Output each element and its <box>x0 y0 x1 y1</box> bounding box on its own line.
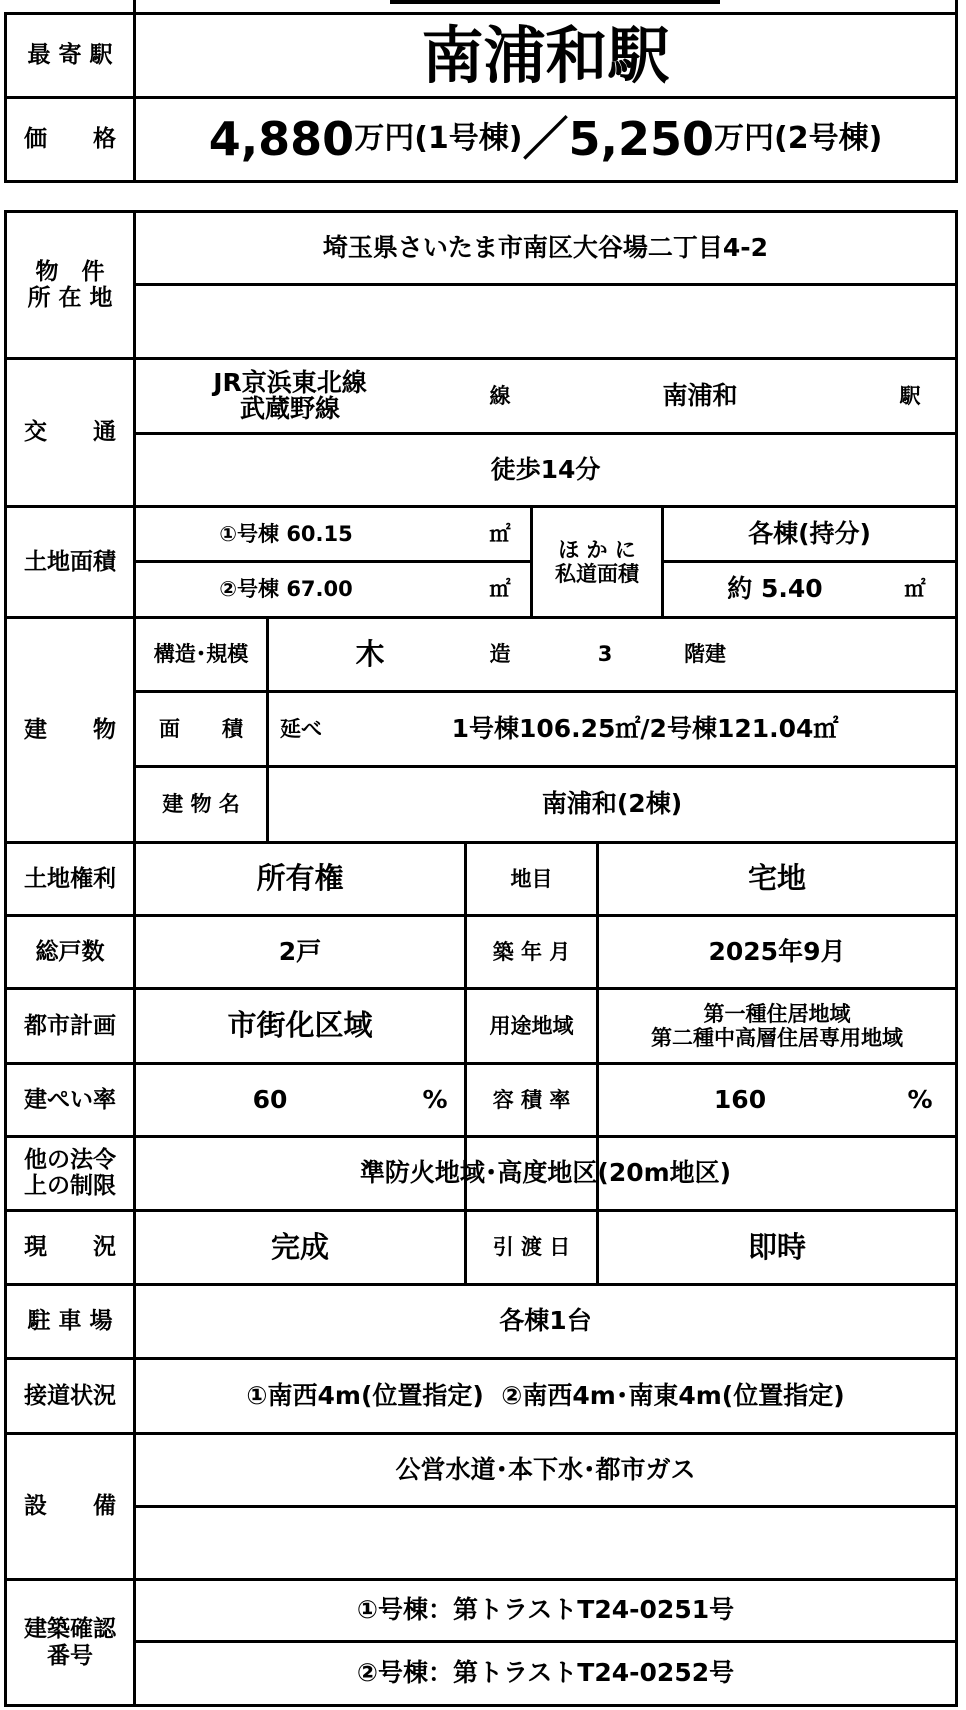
structure-label: 構造･規模 <box>153 642 249 667</box>
price-separator: ／ <box>522 112 569 167</box>
nearest-station-label: 最 寄 駅 <box>27 42 113 69</box>
divider <box>4 1704 958 1707</box>
private-road-area: 約 5.40 <box>727 574 823 604</box>
private-road-label-line1: ほ か に <box>558 537 636 562</box>
price-building1-unit: 万円(1号棟) <box>354 121 523 157</box>
structure-suffix: 造 <box>489 642 511 667</box>
facilities-extra-value <box>136 1508 955 1578</box>
land-area-label: 土地面積 <box>24 548 116 575</box>
address-value: 埼玉県さいたま市南区大谷場二丁目4-2 <box>322 232 769 262</box>
area-value: 1号棟106.25㎡/2号棟121.04㎡ <box>451 713 839 743</box>
status-value: 完成 <box>270 1229 329 1264</box>
private-road-share: 各棟(持分) <box>748 518 871 548</box>
land-area-building2: ②号棟 67.00 <box>219 577 353 602</box>
far-unit: % <box>907 1084 933 1114</box>
divider <box>4 180 958 183</box>
private-road-label-line2: 私道面積 <box>555 562 639 586</box>
other-restrictions-label-line1: 他の法令 <box>24 1147 116 1174</box>
handover-label: 引 渡 日 <box>492 1235 571 1260</box>
price-building2-amount: 5,250 <box>568 112 715 167</box>
land-category-label: 地目 <box>510 866 553 891</box>
road-access-label: 接道状況 <box>24 1382 116 1409</box>
handover-value: 即時 <box>747 1229 806 1264</box>
price-label: 価 格 <box>24 126 116 153</box>
built-label: 築 年 月 <box>492 939 571 964</box>
divider <box>955 0 958 183</box>
private-road-unit: ㎡ <box>904 577 926 602</box>
price-value <box>136 99 955 180</box>
location-label-line2: 所 在 地 <box>27 285 113 311</box>
permit-label <box>7 1581 133 1704</box>
area-label: 面 積 <box>159 716 243 741</box>
coverage-unit: % <box>422 1084 448 1114</box>
built-value: 2025年9月 <box>708 936 846 966</box>
location-label <box>7 213 133 357</box>
walk-time: 徒歩14分 <box>490 454 601 484</box>
permit-label-line1: 建築確認 <box>24 1616 116 1643</box>
location-label-line1: 物 件 <box>35 258 105 285</box>
cropped-heading-fragment <box>390 0 720 4</box>
floors: 3 <box>597 642 613 667</box>
building-label: 建 物 <box>24 716 116 743</box>
station-value: 南浦和 <box>662 380 738 410</box>
permit-label-line2: 番号 <box>47 1642 93 1669</box>
far-label: 容 積 率 <box>492 1087 571 1112</box>
status-label: 現 況 <box>24 1234 116 1261</box>
divider <box>133 0 136 12</box>
area-prefix: 延べ <box>280 716 322 741</box>
other-restrictions-label-line2: 上の制限 <box>24 1172 116 1199</box>
address-extra-value <box>136 286 955 357</box>
price-building1-amount: 4,880 <box>208 112 355 167</box>
coverage-value: 60 <box>252 1084 288 1114</box>
parking-value: 各棟1台 <box>499 1306 592 1336</box>
train-line-2: 武蔵野線 <box>239 394 340 423</box>
units-label: 総戸数 <box>35 938 105 965</box>
building-name-label: 建 物 名 <box>162 792 240 817</box>
land-area-building1: ①号棟 60.15 <box>219 521 353 546</box>
private-road-label <box>533 508 661 616</box>
land-category-value: 宅地 <box>747 861 806 896</box>
land-rights-value: 所有権 <box>256 861 344 896</box>
transportation-label: 交 通 <box>24 419 116 446</box>
parking-label: 駐 車 場 <box>27 1308 113 1335</box>
facilities-label: 設 備 <box>24 1493 116 1520</box>
price-building2-unit: 万円(2号棟) <box>714 121 883 157</box>
land-area-unit-1: ㎡ <box>489 521 511 546</box>
permit-building2: ②号棟：第トラストT24-0252号 <box>356 1658 735 1688</box>
train-lines <box>160 360 420 432</box>
coverage-label: 建ぺい率 <box>24 1086 116 1113</box>
zoning-line1: 第一種住居地域 <box>703 1001 851 1026</box>
land-area-unit-2: ㎡ <box>489 577 511 602</box>
building-name-value: 南浦和(2棟) <box>541 789 683 819</box>
zoning-value <box>599 990 955 1062</box>
train-line-1: JR京浜東北線 <box>213 367 367 397</box>
facilities-value: 公営水道･本下水･都市ガス <box>395 1454 696 1484</box>
other-restrictions-label <box>7 1138 133 1209</box>
floors-suffix: 階建 <box>684 642 726 667</box>
structure-material: 木 <box>355 636 385 671</box>
other-restrictions-value: 準防火地域･高度地区(20m地区) <box>359 1158 732 1188</box>
land-rights-label: 土地権利 <box>24 865 116 892</box>
city-planning-label: 都市計画 <box>24 1012 116 1039</box>
station-suffix: 駅 <box>899 383 921 408</box>
units-value: 2戸 <box>278 936 322 966</box>
far-value: 160 <box>713 1084 767 1114</box>
line-suffix: 線 <box>489 383 511 408</box>
zoning-label: 用途地域 <box>489 1013 574 1038</box>
permit-building1: ①号棟：第トラストT24-0251号 <box>356 1595 735 1625</box>
city-planning-value: 市街化区域 <box>227 1008 373 1043</box>
nearest-station-value: 南浦和駅 <box>421 18 670 92</box>
road-access-value: ①南西4m(位置指定) ②南西4m･南東4m(位置指定) <box>246 1380 845 1410</box>
zoning-line2: 第二種中高層住居専用地域 <box>651 1026 903 1050</box>
